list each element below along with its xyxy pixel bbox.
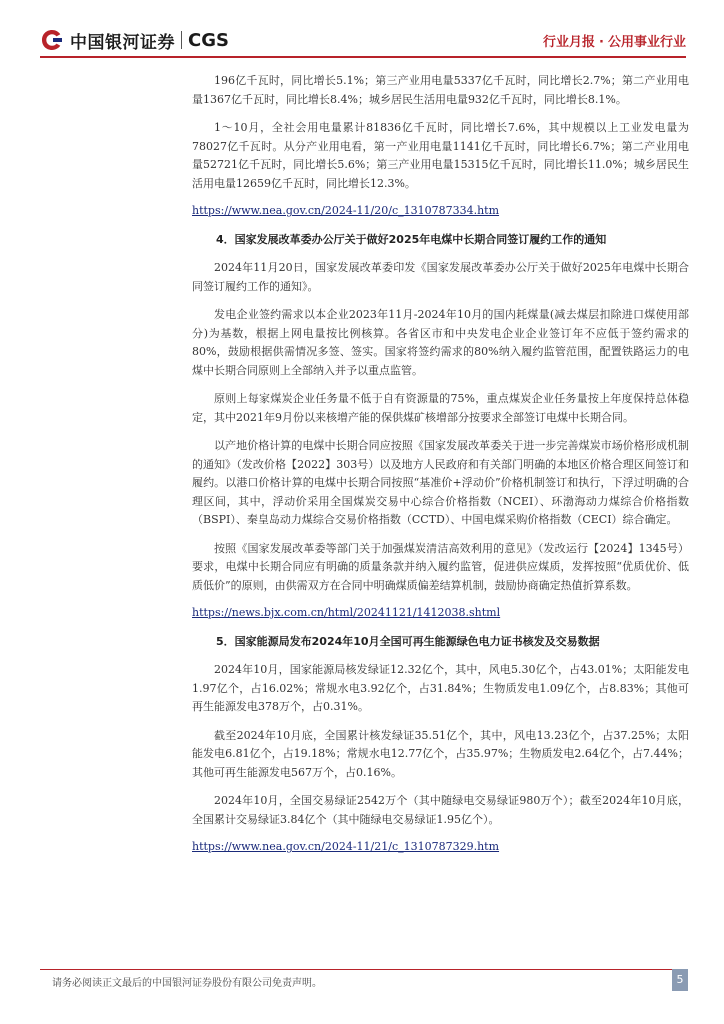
source-link <box>192 839 689 855</box>
source-url[interactable]: https://www.nea.gov.cn/2024-11/21/c_1310787329.htm <box>192 840 500 853</box>
section-heading: 5．国家能源局发布2024年10月全国可再生能源绿色电力证书核发及交易数据 <box>216 635 600 648</box>
body-paragraph: 2024年10月，国家能源局核发绿证12.32亿个，其中，风电5.30亿个，占43.01%；太阳能发电1.97亿个，占16.02%；常规水电3.92亿个，占31.84%；生物质发电1.09亿个，占8.83%；其他可再生能源发电378万个，占0.31%。 <box>192 663 689 713</box>
logo-divider <box>181 31 182 49</box>
report-type: 行业月报 <box>543 35 596 50</box>
report-category <box>543 31 686 50</box>
section-heading: 4．国家发展改革委办公厅关于做好2025年电煤中长期合同签订履约工作的通知 <box>216 233 607 246</box>
body-paragraph: 截至2024年10月底，全国累计核发绿证35.51亿个，其中，风电13.23亿个，占37.25%；太阳能发电6.81亿个，占19.18%；常规水电12.77亿个，占35.97%；生物质发电2.64亿个，占7.44%；其他可再生能源发电567万个，占0.16%。 <box>192 728 689 779</box>
page-number: 5 <box>672 969 688 991</box>
tag-separator: · <box>599 35 604 50</box>
footer-divider <box>40 969 686 970</box>
body-paragraph: 按照《国家发展改革委等部门关于加强煤炭清洁高效利用的意见》（发改运行【2024】1345号）要求，电煤中长期合同应有明确的质量条款并纳入履约监管，促进供应煤质，发挥按照“优质优价、低质低价”的原则，由供需双方在合同中明确煤质偏差结算机制，鼓励协商确定热值折算系数。 <box>192 541 689 592</box>
body-paragraph: 2024年10月，全国交易绿证2542万个（其中随绿电交易绿证980万个）；截至2024年10月底，全国累计交易绿证3.84亿个（其中随绿电交易绿证1.95亿个）。 <box>192 794 689 826</box>
footer-disclaimer: 请务必阅读正文最后的中国银河证券股份有限公司免责声明。 <box>52 978 322 989</box>
page-header <box>0 0 724 58</box>
body-paragraph: 1～10月，全社会用电量累计81836亿千瓦时，同比增长7.6%，其中规模以上工业发电量为78027亿千瓦时。从分产业用电看，第一产业用电量1141亿千瓦时，同比增长6.7%；第二产业用电量52721亿千瓦时，同比增长5.6%；第三产业用电量15315亿千瓦时，同比增长11.0%；城乡居民生活用电量12659亿千瓦时，同比增长12.3%。 <box>192 121 689 190</box>
report-body <box>192 72 689 867</box>
header-divider <box>40 56 686 58</box>
body-paragraph: 发电企业签约需求以本企业2023年11月-2024年10月的国内耗煤量(减去煤层扣除进口煤使用部分)为基数，根据上网电量按比例核算。各省区市和中央发电企业企业签订年不应低于签约需求的80%，鼓励根据供需情况多签、签实。国家将签约需求的80%纳入履约监管范围，配置铁路运力的电煤中长期合同原则上全部纳入并予以重点监管。 <box>192 308 689 377</box>
body-paragraph: 2024年11月20日，国家发展改革委印发《国家发展改革委办公厅关于做好2025年电煤中长期合同签订履约工作的通知》。 <box>192 261 689 293</box>
industry-name: 公用事业行业 <box>607 35 686 50</box>
company-logo <box>40 28 229 52</box>
brand-name-en: CGS <box>188 29 229 51</box>
body-paragraph: 196亿千瓦时，同比增长5.1%；第三产业用电量5337亿千瓦时，同比增长2.7%；第二产业用电量1367亿千瓦时，同比增长8.4%；城乡居民生活用电量932亿千瓦时，同比增长8.1%。 <box>192 74 689 106</box>
source-url[interactable]: https://news.bjx.com.cn/html/20241121/1412038.shtml <box>192 606 501 619</box>
brand-name-cn: 中国银河证券 <box>70 32 175 53</box>
source-link <box>192 203 689 219</box>
source-link <box>192 605 689 621</box>
body-paragraph: 以产地价格计算的电煤中长期合同应按照《国家发展改革委关于进一步完善煤炭市场价格形成机制的通知》（发改价格【2022】303号）以及地方人民政府和有关部门明确的本地区价格合理区间签订和履约。以港口价格计算的电煤中长期合同按照“基准价+浮动价”价格机制签订和执行，下浮过明确的合理区间，其中，浮动价采用全国煤炭交易中心综合价格指数（NCEI）、环渤海动力煤综合价格指数（BSPI）、秦皇岛动力煤综合交易价格指数（CCTD）、中国电煤采购价格指数（CECI）综合确定。 <box>192 439 689 526</box>
body-paragraph: 原则上每家煤炭企业任务量不低于自有资源量的75%，重点煤炭企业任务量按上年度保持总体稳定，其中2021年9月份以来核增产能的保供煤矿核增部分按要求全部签订电煤中长期合同。 <box>192 392 689 424</box>
cgs-logo-icon <box>40 28 64 52</box>
source-url[interactable]: https://www.nea.gov.cn/2024-11/20/c_1310787334.htm <box>192 204 500 217</box>
